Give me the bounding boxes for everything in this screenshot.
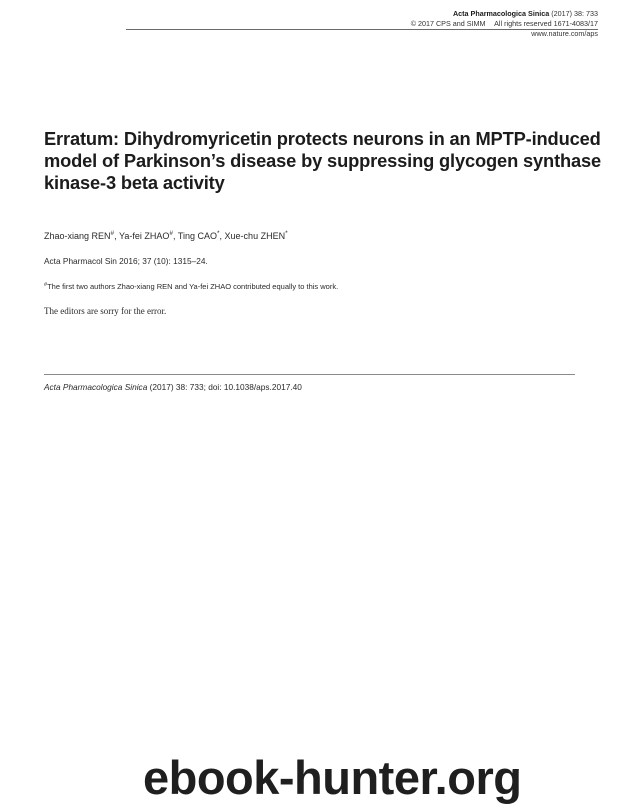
author-1-mark: #	[110, 230, 115, 237]
header-url[interactable]: www.nature.com/aps	[531, 29, 598, 38]
author-sep: ,	[172, 231, 178, 241]
author-sep: ,	[219, 231, 225, 241]
author-list	[44, 231, 288, 241]
header-rights: All rights reserved 1671-4083/17	[494, 19, 598, 28]
original-citation: Acta Pharmacol Sin 2016; 37 (10): 1315–24.	[44, 256, 208, 266]
header-line-2	[411, 19, 598, 29]
header-rule	[126, 29, 598, 30]
header-journal: Acta Pharmacologica Sinica	[452, 9, 550, 18]
author-4: Xue-chu ZHEN	[224, 231, 286, 241]
footer-journal: Acta Pharmacologica Sinica	[44, 382, 148, 392]
author-4-mark: *	[285, 230, 288, 237]
header-copyright: © 2017 CPS and SIMM	[410, 19, 486, 28]
footer-rule	[44, 374, 575, 375]
erratum-body: The editors are sorry for the error.	[44, 306, 167, 316]
note-text: The first two authors Zhao-xiang REN and Ya-fei ZHAO contributed equally to this work.	[47, 282, 339, 291]
author-note	[44, 282, 338, 291]
article-title: Erratum: Dihydromyricetin protects neurons in an MPTP-induced model of Parkinson’s disease by suppressing glycogen synthase kinase-3 beta activity	[44, 128, 602, 193]
author-2-mark: #	[169, 230, 173, 237]
author-3-mark: *	[217, 230, 220, 237]
journal-header	[411, 9, 598, 39]
author-1: Zhao-xiang REN	[44, 231, 111, 241]
note-mark: #	[44, 282, 48, 288]
author-3: Ting CAO	[177, 231, 217, 241]
footer-doi: (2017) 38: 733; doi: 10.1038/aps.2017.40	[147, 382, 302, 392]
header-line-1	[411, 9, 598, 19]
author-2: Ya-fei ZHAO	[119, 231, 170, 241]
header-volume: (2017) 38: 733	[551, 9, 598, 18]
watermark: ebook-hunter.org	[143, 751, 522, 804]
author-sep: ,	[114, 231, 119, 241]
page-footer	[44, 382, 302, 392]
